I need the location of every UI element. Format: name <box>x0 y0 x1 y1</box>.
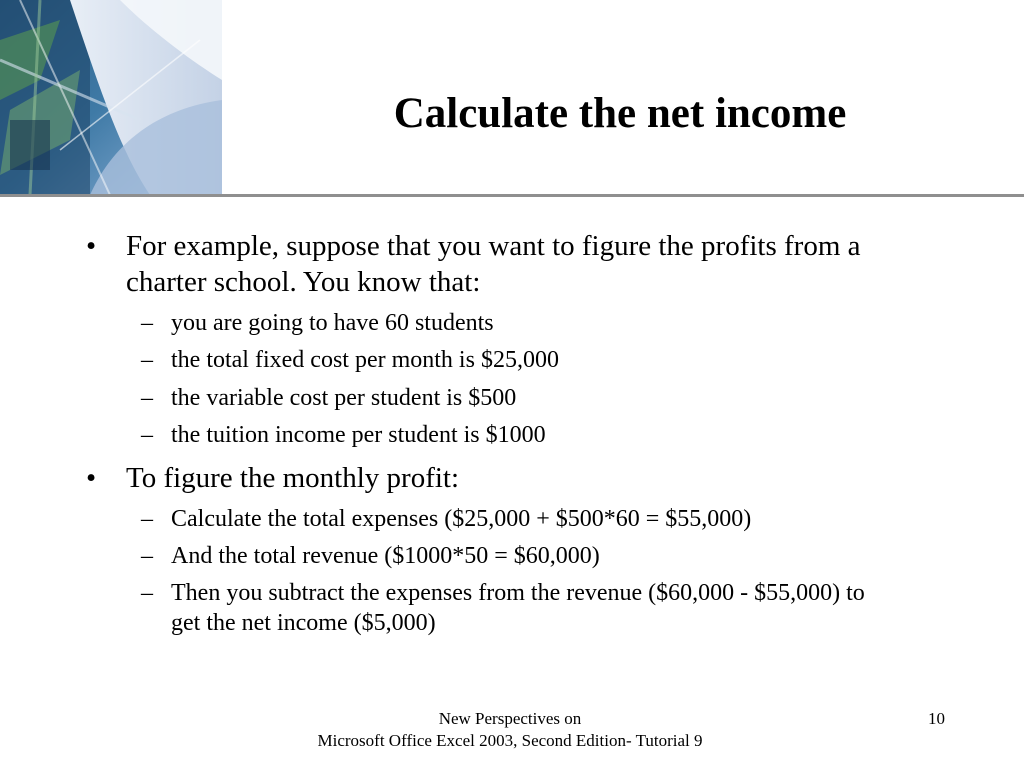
page-number: 10 <box>928 709 945 728</box>
sub-item-text: the tuition income per student is $1000 <box>171 422 546 448</box>
sub-bullet-glyph: – <box>141 506 153 532</box>
sub-bullet-glyph: – <box>141 385 153 411</box>
footer-line-2: Microsoft Office Excel 2003, Second Edition- Tutorial 9 <box>317 731 703 750</box>
bullet-text: To figure the monthly profit: <box>126 462 460 494</box>
footer-line-1: New Perspectives on <box>438 709 582 728</box>
sub-item-text: And the total revenue ($1000*50 = $60,000) <box>171 543 600 569</box>
footer-caption <box>260 708 760 752</box>
sub-item-text: the variable cost per student is $500 <box>171 385 517 411</box>
sub-bullet-glyph: – <box>141 543 153 569</box>
architecture-photo-graphic <box>0 0 222 195</box>
sub-bullet-glyph: – <box>141 310 153 336</box>
bullet-glyph: • <box>86 462 97 494</box>
bullet-glyph: • <box>86 230 97 262</box>
sub-bullet-glyph: – <box>141 347 153 373</box>
sub-item-text: you are going to have 60 students <box>171 310 494 336</box>
header-decorative-image <box>0 0 222 195</box>
sub-item-text: Calculate the total expenses ($25,000 + $500*60 = $55,000) <box>171 506 752 532</box>
bullet-text: For example, suppose that you want to figure the profits from a charter school. You know that: <box>126 230 861 298</box>
sub-item-text: the total fixed cost per month is $25,000 <box>171 347 559 373</box>
slide-title: Calculate the net income <box>393 90 847 137</box>
header-divider-left <box>0 194 222 197</box>
sub-bullet-glyph: – <box>141 580 153 606</box>
sub-item-text: Then you subtract the expenses from the revenue ($60,000 - $55,000) to get the net income ($5,000) <box>171 580 865 636</box>
header-divider <box>222 194 1024 197</box>
sub-bullet-glyph: – <box>141 422 153 448</box>
